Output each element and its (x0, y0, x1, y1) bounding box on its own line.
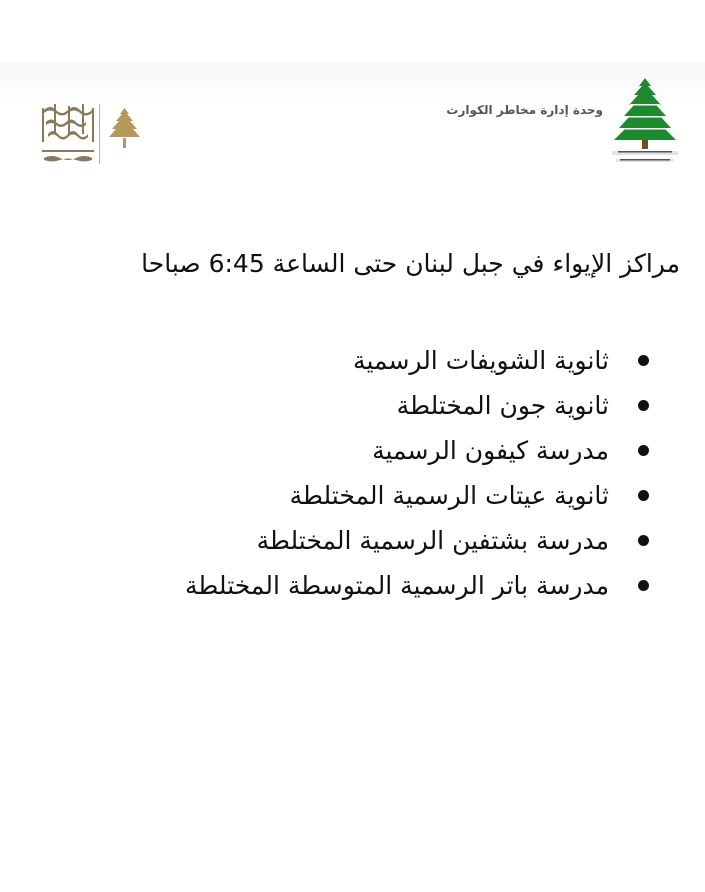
cedar-logo (608, 76, 682, 170)
list-item (185, 563, 649, 608)
shelter-name: مدرسة بشتفين الرسمية المختلطة (256, 526, 609, 555)
bullet-icon (638, 445, 649, 456)
pcm-logo (34, 100, 154, 172)
list-item (185, 383, 649, 428)
list-item (185, 428, 649, 473)
shelter-name: مدرسة كيفون الرسمية (372, 436, 609, 465)
bullet-icon (638, 580, 649, 591)
page-heading: مراكز الإيواء في جبل لبنان حتى الساعة 6:45 صباحا (141, 249, 680, 278)
bullet-icon (638, 490, 649, 501)
bullet-icon (638, 535, 649, 546)
shelter-name: ثانوية عيتات الرسمية المختلطة (289, 481, 609, 510)
shelter-list (185, 338, 649, 608)
list-item (185, 518, 649, 563)
shelter-name: ثانوية جون المختلطة (396, 391, 609, 420)
bullet-icon (638, 400, 649, 411)
pcm-divider (99, 104, 100, 164)
list-item (185, 473, 649, 518)
list-item (185, 338, 649, 383)
bullet-icon (638, 355, 649, 366)
shelter-name: ثانوية الشويفات الرسمية (353, 346, 609, 375)
drm-unit-name: وحدة إدارة مخاطر الكوارث (446, 103, 603, 117)
shelter-name: مدرسة باتر الرسمية المتوسطة المختلطة (185, 571, 609, 600)
